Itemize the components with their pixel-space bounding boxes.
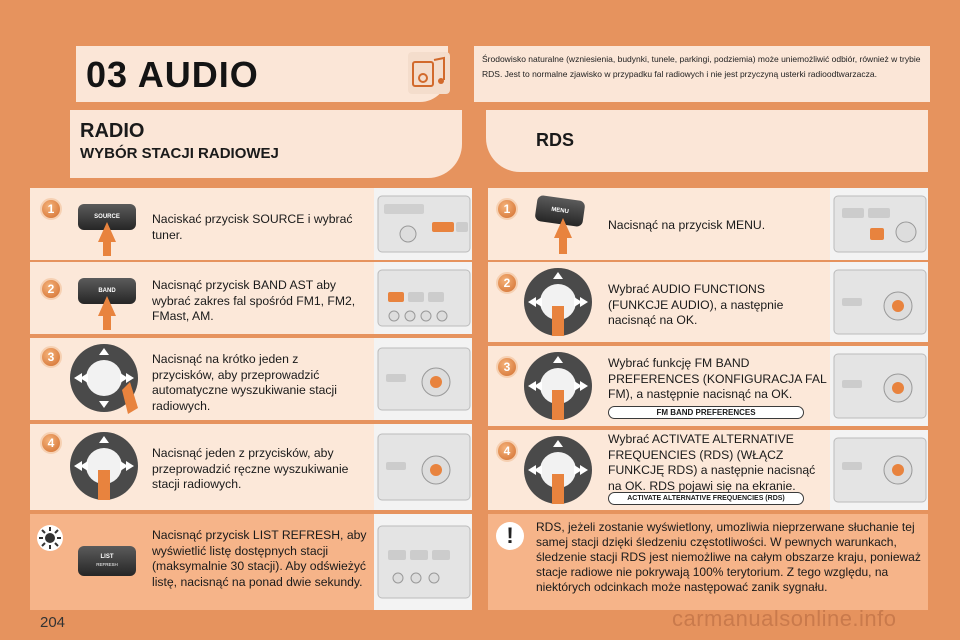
navigation-pad-icon	[68, 342, 140, 414]
arrow-stem	[559, 236, 567, 254]
step-number-badge: 2	[40, 278, 62, 300]
list-refresh-button	[78, 546, 136, 576]
list-label: LIST	[100, 554, 114, 560]
step-number-badge: 3	[496, 356, 518, 378]
audio-section-icon	[408, 52, 450, 94]
radio-step-2-text: Nacisnąć przycisk BAND AST aby wybrać zakres fal spośród FM1, FM2, FMast, AM.	[152, 278, 356, 323]
warning-icon: !	[496, 522, 524, 550]
sun-tip-icon	[36, 524, 64, 552]
radio-unit-image	[830, 188, 928, 260]
rds-title: RDS	[536, 130, 575, 150]
rds-note-text: RDS, jeżeli zostanie wyświetlony, umozliwia nieprzerwane słuchanie tej samej stacji dzięki śledzeniu częstotliwości. W pewnych warunkach, śledzenie stacji RDS jest niemożliwe na całym obszarze kraju, ponieważ stacje radiowe nie pokrywają 100% terytorium. Z tego względu, na niektórych odcinkach może następować zanik sygnału.	[536, 520, 921, 594]
radio-unit-image	[374, 262, 472, 334]
navigation-pad-icon	[522, 350, 594, 422]
source-button: SOURCE	[78, 204, 136, 230]
menu-button: MENU	[534, 195, 585, 227]
rds-step-4-text: Wybrać ACTIVATE ALTERNATIVE FREQUENCIES (RDS) (WŁĄCZ FUNKCJĘ RDS) a następnie nacisnąć na OK. RDS pojawi się na ekranie.	[608, 432, 816, 493]
rds-step-3-text: Wybrać funkcję FM BAND PREFERENCES (KONFIGURACJA FAL FM), a następnie nacisnąć na OK.	[608, 356, 827, 401]
navigation-pad-icon	[522, 434, 594, 506]
radio-step-3-text: Nacisnąć na krótko jeden z przycisków, aby przeprowadzić automatyczne wyszukiwanie stacji radiowych.	[152, 352, 337, 413]
rds-step-2-text: Wybrać AUDIO FUNCTIONS (FUNKCJE AUDIO), a następnie nacisnąć na OK.	[608, 282, 784, 327]
intro-text: Środowisko naturalne (wzniesienia, budynki, tunele, parkingi, podziemia) może uniemożliwić odbiór, również w trybie RDS. Jest to normalne zjawisko w przypadku fal radiowych i nie jest przyczyną usterki radioodtwarzacza.	[482, 54, 921, 79]
radio-title: RADIO	[80, 120, 145, 142]
radio-unit-image	[830, 262, 928, 342]
arrow-stem	[103, 314, 111, 330]
step-number-badge: 4	[40, 432, 62, 454]
arrow-up-icon	[98, 222, 116, 242]
activate-af-tag: ACTIVATE ALTERNATIVE FREQUENCIES (RDS)	[608, 492, 804, 505]
step-number-badge: 2	[496, 272, 518, 294]
radio-unit-image	[830, 430, 928, 510]
navigation-pad-icon	[522, 266, 594, 338]
step-number-badge: 1	[40, 198, 62, 220]
radio-subtitle: WYBÓR STACJI RADIOWEJ	[80, 145, 279, 162]
rds-step-1-text: Nacisnąć na przycisk MENU.	[608, 218, 766, 232]
page-title: 03 AUDIO	[86, 54, 259, 95]
step-number-badge: 3	[40, 346, 62, 368]
radio-step-1-text: Naciskać przycisk SOURCE i wybrać tuner.	[152, 212, 353, 242]
step-number-badge: 1	[496, 198, 518, 220]
radio-unit-image	[374, 188, 472, 260]
radio-unit-image	[374, 424, 472, 510]
band-button: BAND	[78, 278, 136, 304]
navigation-pad-icon	[68, 430, 140, 502]
radio-step-4-text: Nacisnąć jeden z przycisków, aby przeprowadzić ręczne wyszukiwanie stacji radiowych.	[152, 446, 349, 491]
arrow-up-icon	[98, 296, 116, 316]
arrow-stem	[103, 240, 111, 256]
radio-unit-image	[374, 338, 472, 420]
arrow-up-icon	[554, 218, 572, 238]
fm-band-preferences-tag: FM BAND PREFERENCES	[608, 406, 804, 419]
radio-unit-image	[374, 514, 472, 610]
radio-unit-image	[830, 346, 928, 426]
watermark: carmanualsonline.info	[672, 606, 897, 631]
refresh-label: REFRESH	[96, 562, 118, 567]
radio-tip-text: Nacisnąć przycisk LIST REFRESH, aby wyświetlić listę dostępnych stacji (maksymalnie 30 stacji). Aby odświeżyć listę, nacisnąć na ponad dwie sekundy.	[152, 528, 367, 589]
page-number: 204	[40, 614, 66, 631]
step-number-badge: 4	[496, 440, 518, 462]
